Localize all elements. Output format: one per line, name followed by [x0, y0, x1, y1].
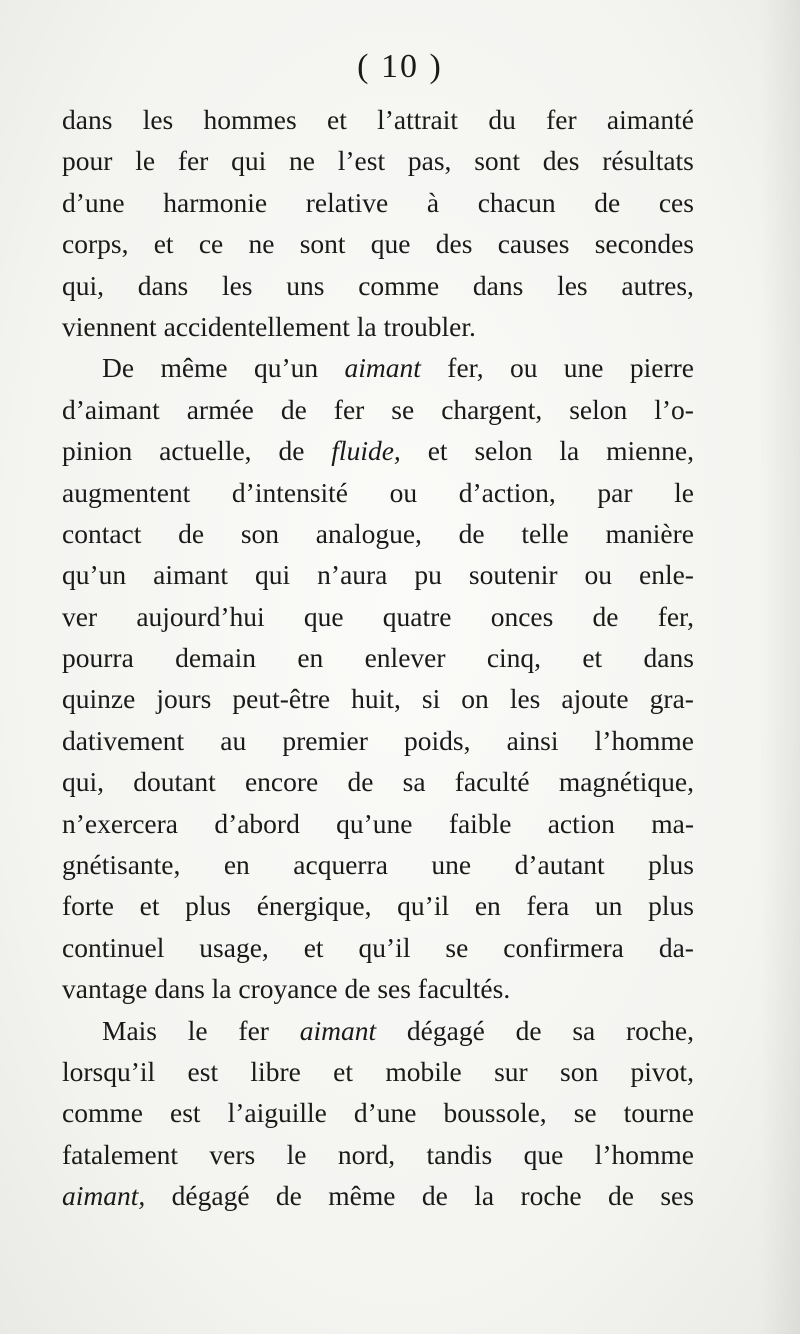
word: quinze [62, 683, 136, 715]
word: que [523, 1138, 564, 1170]
word: dativement [62, 724, 185, 756]
italic-word: fluide, [331, 435, 401, 467]
word: pinion [62, 435, 133, 467]
text-line [62, 554, 694, 595]
word: d’une [353, 1097, 417, 1129]
word: gnétisante, [62, 849, 181, 881]
word: ver [62, 600, 98, 632]
word: et [326, 104, 347, 135]
text-line [62, 596, 694, 637]
text-line [62, 1092, 694, 1133]
word: plus [185, 890, 231, 922]
word: ainsi [506, 724, 559, 756]
word: dans [643, 642, 694, 674]
word: est [169, 1097, 201, 1129]
word: se [573, 1097, 597, 1129]
word: vers [209, 1138, 256, 1170]
word: la [559, 435, 580, 467]
text-line [62, 223, 694, 264]
word: en [297, 642, 324, 674]
word: si [421, 683, 441, 715]
word: son [560, 1055, 599, 1087]
word: aujourd’hui [136, 600, 265, 632]
text-line [62, 885, 694, 926]
word: encore [244, 766, 319, 798]
word: nord, [337, 1138, 396, 1170]
word: demain [175, 642, 257, 674]
word: sa [572, 1014, 596, 1046]
text-line [62, 720, 694, 761]
word: huit, [351, 683, 401, 715]
text-line [62, 140, 694, 181]
word: ce [198, 228, 224, 260]
word: magnétique, [558, 766, 694, 798]
word: da- [658, 931, 694, 963]
word: l’o- [654, 393, 694, 425]
word: on [461, 683, 489, 715]
text-line [62, 968, 694, 1009]
word: et [139, 890, 160, 922]
word: usage, [199, 931, 269, 963]
word: hommes [203, 104, 297, 135]
word: ne [248, 228, 275, 260]
word: peut-être [232, 683, 331, 715]
word: fer [333, 393, 365, 425]
word: d’abord [214, 807, 300, 839]
word: un [594, 890, 623, 922]
word: et [153, 228, 174, 260]
word: fer [546, 104, 577, 135]
word: enlever [364, 642, 446, 674]
word: de [275, 1180, 302, 1212]
word: ou [584, 559, 612, 591]
word: acquerra [293, 849, 388, 881]
word: sont [299, 228, 346, 260]
word: au [220, 724, 247, 756]
word: les [557, 269, 588, 301]
word: d’aimant [62, 393, 160, 425]
word: aimanté [606, 104, 694, 135]
text-line [62, 678, 694, 719]
word: fera [526, 890, 570, 922]
word: pu [414, 559, 442, 591]
text-line [62, 1134, 694, 1175]
word: l’attrait [377, 104, 459, 135]
word: par [597, 476, 633, 508]
word: fer [238, 1014, 269, 1046]
text-segment: viennent accidentellement la troubler. [62, 310, 476, 342]
text-line [62, 99, 694, 140]
text-line [62, 182, 694, 223]
word: confirmera [503, 931, 624, 963]
word: causes [497, 228, 570, 260]
word: le [286, 1138, 307, 1170]
word: de [278, 435, 305, 467]
page-number: ( 10 ) [357, 48, 443, 85]
word: dégagé [406, 1014, 485, 1046]
word: la [474, 1180, 495, 1212]
word: des [542, 145, 580, 177]
word: du [488, 104, 516, 135]
word: fer, [657, 600, 694, 632]
word: de [178, 517, 205, 549]
text-line [62, 430, 694, 471]
text-line [62, 1010, 694, 1051]
word: plus [648, 849, 694, 881]
word: n’exercera [62, 807, 179, 839]
word: le [187, 1014, 208, 1046]
word: d’action, [458, 476, 556, 508]
word: faible [448, 807, 512, 839]
word: onces [490, 600, 554, 632]
word: armée [186, 393, 254, 425]
word: des [435, 228, 473, 260]
word: qu’il [358, 931, 411, 963]
word: qui, [62, 269, 105, 301]
word: et [333, 1055, 354, 1087]
word: tourne [623, 1097, 694, 1129]
text-line [62, 761, 694, 802]
word: sa [402, 766, 426, 798]
text-line [62, 844, 694, 885]
word: que [370, 228, 411, 260]
word: ou [509, 352, 538, 384]
word: libre [250, 1055, 301, 1087]
word: l’homme [594, 724, 694, 756]
word: qui, [62, 766, 105, 798]
word: comme [62, 1097, 143, 1129]
text-line [62, 306, 694, 347]
text-segment: vantage dans la croyance de ses facultés. [62, 973, 511, 1005]
italic-word: aimant [299, 1014, 377, 1046]
word: qu’une [336, 807, 413, 839]
word: que [303, 600, 344, 632]
word: son [240, 517, 280, 549]
word: les [221, 269, 253, 301]
word: ne [289, 145, 315, 177]
word: faculté [454, 766, 530, 798]
word: action [547, 807, 615, 839]
word: plus [648, 890, 694, 922]
word: manière [605, 517, 694, 549]
text-line [62, 803, 694, 844]
word: roche [520, 1180, 582, 1212]
word: de [280, 393, 307, 425]
text-line [62, 347, 694, 388]
word: poids, [404, 724, 471, 756]
italic-word: aimant [344, 352, 421, 384]
word: d’intensité [231, 476, 349, 508]
word: De [102, 352, 135, 384]
word: doutant [133, 766, 216, 798]
word: en [474, 890, 501, 922]
word: et [582, 642, 603, 674]
word: secondes [594, 228, 694, 260]
word: enle- [639, 559, 694, 591]
word: augmentent [62, 476, 191, 508]
word: relative [305, 186, 389, 218]
word: continuel [62, 931, 165, 963]
text-line [62, 472, 694, 513]
text-line [62, 1051, 694, 1092]
body-text [62, 99, 694, 1217]
word: cinq, [486, 642, 542, 674]
word: n’aura [317, 559, 388, 591]
word: uns [286, 269, 325, 301]
word: soutenir [468, 559, 558, 591]
word: qu’il [397, 890, 450, 922]
word: ces [658, 186, 694, 218]
word: boussole, [443, 1097, 547, 1129]
word: de [594, 186, 621, 218]
word: de [607, 1180, 634, 1212]
word: fatalement [62, 1138, 179, 1170]
word: se [445, 931, 469, 963]
word: jours [156, 683, 212, 715]
word: selon [474, 435, 533, 467]
word: contact [62, 517, 142, 549]
word: quatre [382, 600, 452, 632]
word: l’aiguille [227, 1097, 327, 1129]
word: de [458, 517, 485, 549]
text-line [62, 513, 694, 554]
word: en [223, 849, 250, 881]
word: selon [569, 393, 628, 425]
word: dans [472, 269, 524, 301]
word: fer, [447, 352, 484, 384]
word: tandis [426, 1138, 493, 1170]
word: pierre [629, 352, 694, 384]
word: les [509, 683, 541, 715]
word: sur [494, 1055, 528, 1087]
word: aimant [153, 559, 229, 591]
word: comme [358, 269, 440, 301]
word: de [347, 766, 374, 798]
word: pour [62, 145, 113, 177]
word: pas, [407, 145, 452, 177]
word: ou [389, 476, 418, 508]
word: autres, [621, 269, 694, 301]
word: de [592, 600, 619, 632]
word: une [431, 849, 472, 881]
text-line [62, 265, 694, 306]
word: Mais [102, 1014, 157, 1046]
word: le [674, 476, 694, 508]
word: dégagé [171, 1180, 250, 1212]
word: l’est [337, 145, 386, 177]
word: analogue, [315, 517, 422, 549]
text-line [62, 637, 694, 678]
word: pourra [62, 642, 134, 674]
word: de [421, 1180, 448, 1212]
word: qu’un [62, 559, 127, 591]
word: ma- [651, 807, 694, 839]
word: corps, [62, 228, 129, 260]
word: résultats [602, 145, 694, 177]
word: ajoute [561, 683, 629, 715]
text-line [62, 927, 694, 968]
word: ses [660, 1180, 694, 1212]
word: forte [62, 890, 114, 922]
word: même [160, 352, 228, 384]
word: pivot, [630, 1055, 694, 1087]
word: de [515, 1014, 542, 1046]
word: est [187, 1055, 219, 1087]
word: telle [521, 517, 569, 549]
word: mienne, [606, 435, 694, 467]
word: le [135, 145, 156, 177]
word: à [426, 186, 440, 218]
word: qu’un [254, 352, 319, 384]
word: fer [177, 145, 209, 177]
word: une [563, 352, 604, 384]
word: chargent, [441, 393, 543, 425]
word: premier [282, 724, 368, 756]
word: sont [474, 145, 521, 177]
word: se [391, 393, 415, 425]
word: et [303, 931, 324, 963]
text-line [62, 389, 694, 430]
word: mobile [385, 1055, 462, 1087]
word: dans [62, 104, 113, 135]
word: et [427, 435, 448, 467]
word: même [328, 1180, 396, 1212]
word: chacun [477, 186, 556, 218]
word: l’homme [594, 1138, 694, 1170]
word: qui [255, 559, 291, 591]
word: roche, [626, 1014, 694, 1046]
word: d’autant [514, 849, 605, 881]
word: les [142, 104, 174, 135]
word: dans [137, 269, 189, 301]
word: gra- [649, 683, 694, 715]
page-edge-shadow [760, 0, 800, 1334]
word: d’une [62, 186, 125, 218]
text-line [62, 1175, 694, 1216]
word: harmonie [163, 186, 268, 218]
word: qui [231, 145, 267, 177]
word: énergique, [256, 890, 372, 922]
italic-word: aimant, [62, 1180, 146, 1212]
word: lorsqu’il [62, 1055, 156, 1087]
word: actuelle, [159, 435, 252, 467]
